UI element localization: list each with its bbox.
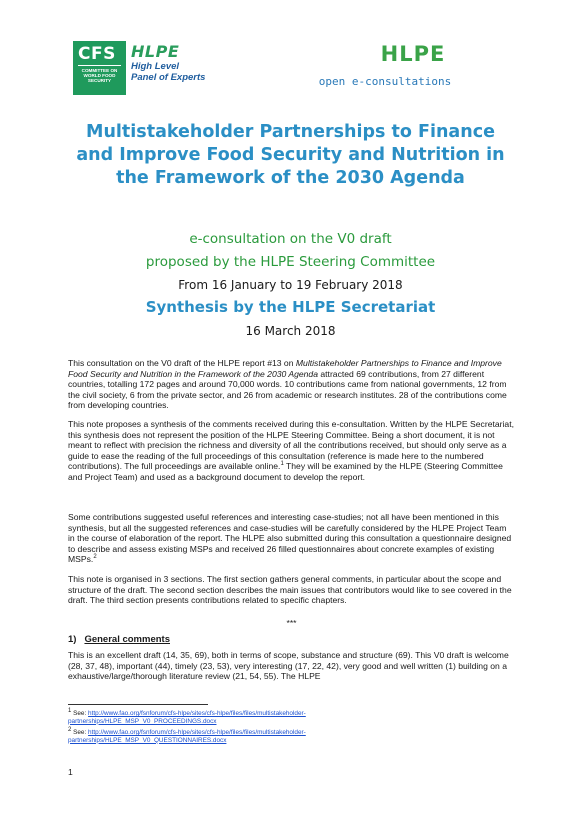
section-separator: *** [286, 618, 297, 628]
footnote-2-link-part-b: partnerships/HLPE_MSP_V0_QUESTIONNAIRES.docx [68, 736, 227, 744]
subtitle-proposer: proposed by the HLPE Steering Committee [145, 254, 436, 270]
footnote-1-link-part-b: partnerships/HLPE_MSP_V0_PROCEEDINGS.docx [68, 717, 217, 725]
cfs-logo [73, 41, 126, 95]
note-text-b: They will be examined by the HLPE (Steering Committee and Project Team) and used as a background document to develop the report. [68, 461, 503, 482]
subtitle-consultation: e-consultation on the V0 draft [189, 231, 392, 247]
footnote-2 [68, 726, 515, 744]
title-line-2: and Improve Food Security and Nutrition in [76, 145, 505, 165]
hlpe-subtitle-line2: Panel of Experts [131, 72, 206, 83]
consultation-logo-acronym: HLPE [380, 42, 446, 66]
footnote-2-number: 2 [68, 726, 72, 733]
consultation-dates: From 16 January to 19 February 2018 [178, 278, 403, 292]
footnote-ref-2[interactable]: 2 [93, 554, 97, 561]
section-number: 1) [68, 634, 77, 645]
paragraph-synthesis-note [68, 419, 515, 482]
cfs-divider [78, 65, 121, 66]
footnote-separator [68, 704, 208, 705]
note-text-a: This note proposes a synthesis of the comments received during this e-consultation. Written by the HLPE Secretariat, this synthesis does not represent the position of the HLPE Steering Committee. Being a short document, it is not meant to reflect with precision the richness and diversity of all the contributions received, but should only serve as a guide to ease the reading of the full proceedings of this consultation (reference is made here to the numbered contributions). The full proceedings are available online. [68, 419, 514, 471]
cfs-acronym: CFS [78, 44, 116, 64]
paragraph-references [68, 512, 515, 565]
hlpe-logo-acronym: HLPE [131, 42, 180, 61]
page-number: 1 [68, 767, 73, 777]
title-line-1: Multistakeholder Partnerships to Finance [86, 122, 495, 142]
intro-text-b: attracted 69 contributions, from 27 different countries, totalling 172 pages and around 70,000 words. 10 contributions came from national governments, 12 from the civil society, 6 from the private sector, and 26 from academic or research institutes. 28 of the contributions come from developing countries. [68, 368, 507, 410]
cfs-subtitle: COMMITTEE ON WORLD FOOD SECURITY [81, 68, 118, 84]
document-title [40, 121, 541, 190]
hlpe-subtitle-line1: High Level [131, 61, 180, 72]
intro-text-a: This consultation on the V0 draft of the HLPE report #13 on [68, 358, 296, 368]
paragraph-general-comments: This is an excellent draft (14, 35, 69), both in terms of scope, substance and structure (69). This V0 draft is welcome (28, 37, 48), important (44), timely (23, 53), very interesting (17, 22, 42), very good and well written (1) building on a exhaustive/large/thorough literature review (21, 54, 55). The HLPE [68, 650, 509, 681]
footnote-1-link[interactable] [68, 707, 306, 725]
report-title-italic: Multistakeholder Partnerships to Finance and Improve Food Security and Nutrition in the Framework of the 2030 Agenda [68, 358, 502, 379]
footnote-ref-1[interactable]: 1 [280, 461, 284, 468]
footnote-2-link[interactable] [68, 726, 306, 744]
references-text: Some contributions suggested useful references and interesting case-studies; not all have been mentioned in this synthesis, but all the suggested references and case-studies will be carefully considered by the HLPE Project Team in the course of elaboration of the report. The HLPE also submitted during this consultation a questionnaire designed to describe and assess existing MSPs and received 26 filled questionnaires about concrete examples of existing MSPs. [68, 512, 512, 564]
paragraph-intro [68, 358, 515, 411]
footnote-1-label: See: [71, 710, 89, 717]
section-title: General comments [84, 634, 170, 645]
footnote-1-link-part-a: http://www.fao.org/fsnforum/cfs-hlpe/sites/cfs-hlpe/files/files/multistakeholder- [88, 710, 306, 717]
consultation-logo-tagline: open e-consultations [318, 75, 452, 88]
footnote-1-number: 1 [68, 707, 72, 714]
footnote-2-link-part-a: http://www.fao.org/fsnforum/cfs-hlpe/sites/cfs-hlpe/files/files/multistakeholder- [88, 729, 306, 736]
hlpe-logo-subtitle [131, 61, 205, 83]
section-heading [68, 634, 170, 645]
footnote-2-label: See: [71, 729, 89, 736]
footnote-1 [68, 707, 515, 725]
synthesis-date: 16 March 2018 [245, 324, 336, 338]
synthesis-heading: Synthesis by the HLPE Secretariat [145, 298, 436, 316]
paragraph-organisation: This note is organised in 3 sections. The first section gathers general comments, in particular about the scope and structure of the draft. The second section describes the main issues that contributors would like to see covered in the draft. The third section presents contributions related to specific chapters. [68, 574, 512, 605]
title-line-3: the Framework of the 2030 Agenda [116, 168, 465, 188]
